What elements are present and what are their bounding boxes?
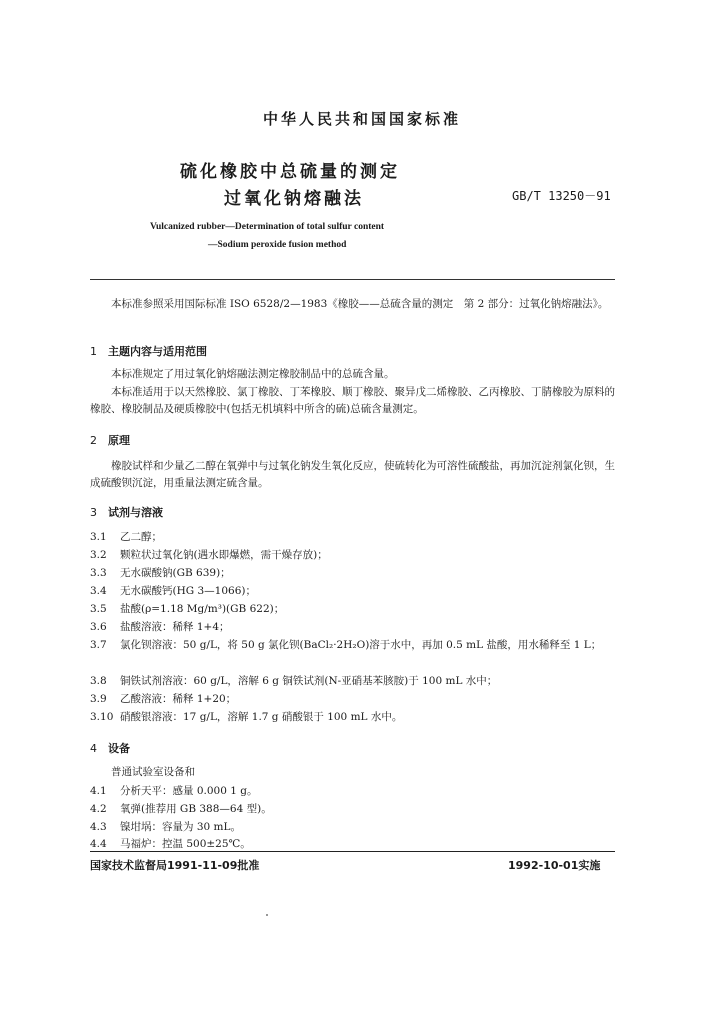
item-number: 3.1 [90,531,107,543]
item-number: 3.4 [90,585,107,597]
section-number: 1 [90,345,97,358]
item-number: 3.6 [90,621,107,633]
english-title-line1: Vulcanized rubber—Determination of total sulfur content [150,222,385,232]
section-title: 原理 [108,434,130,447]
document-title-line2: 过氧化钠熔融法 [224,189,364,209]
section1-paragraph1: 本标准规定了用过氧化钠熔融法测定橡胶制品中的总硫含量。 [111,368,395,380]
section-number: 2 [90,434,97,447]
list-item [90,582,618,600]
standard-number: GB/T 13250－91 [512,189,611,203]
english-title-line2: —Sodium peroxide fusion method [208,240,347,250]
item-text: 铜铁试剂溶液：60 g/L，溶解 6 g 铜铁试剂(N-亚硝基苯胲胺)于 100 mL 水中； [120,675,498,687]
item-text: 颗粒状过氧化钠(遇水即爆燃，需干燥存放)； [120,549,328,561]
list-item [90,800,618,818]
item-text: 无水碳酸钠(GB 639)； [120,567,231,579]
section-heading-3 [90,504,163,520]
section-heading-4 [90,740,130,756]
item-text: 分析天平：感量 0.000 1 g。 [120,785,258,797]
section2-paragraph: 橡胶试样和少量乙二醇在氧弹中与过氧化钠发生氧化反应，使硫转化为可溶性硫酸盐，再加沉淀剂氯化钡，生成硫酸钡沉淀，用重量法测定硫含量。 [90,460,615,489]
list-item [90,708,618,726]
item-number: 3.10 [90,711,114,723]
item-number: 3.5 [90,603,107,615]
item-text: 盐酸(ρ=1.18 Mg/m³)(GB 622)； [120,603,285,615]
list-item [90,690,618,708]
item-number: 3.9 [90,693,107,705]
approval-line: 国家技术监督局1991-11-09批准 [90,859,260,872]
section-heading-2 [90,432,130,448]
item-text: 乙二醇； [120,531,162,543]
intro-paragraph: 本标准参照采用国际标准 ISO 6528/2—1983《橡胶——总硫含量的测定 第 2 部分：过氧化钠熔融法》。 [111,298,609,310]
list-item [90,672,618,690]
item-text: 盐酸溶液：稀释 1+4； [120,621,230,633]
item-number: 3.3 [90,567,107,579]
section-title: 主题内容与适用范围 [108,345,207,358]
section4-intro: 普通试验室设备和 [111,766,195,778]
list-item [90,636,618,654]
list-item [90,564,618,582]
item-number: 4.4 [90,838,107,850]
list-item [90,528,618,546]
item-text: 氯化钡溶液：50 g/L，将 50 g 氯化钡(BaCl₂·2H₂O)溶于水中，再加 0.5 mL 盐酸，用水稀释至 1 L； [120,639,602,651]
section-number: 4 [90,742,97,755]
item-text: 无水碳酸钙(HG 3—1066)； [120,585,256,597]
section-number: 3 [90,506,97,519]
footer-divider [90,851,615,852]
list-item [90,600,618,618]
section1-paragraph2: 本标准适用于以天然橡胶、氯丁橡胶、丁苯橡胶、顺丁橡胶、聚异戊二烯橡胶、乙丙橡胶、丁腈橡胶为原料的橡胶、橡胶制品及硬质橡胶中(包括无机填料中所含的硫)总硫含量测定。 [90,386,615,415]
implementation-date: 1992-10-01实施 [508,859,601,872]
scan-speck [266,914,268,916]
item-number: 4.1 [90,785,107,797]
item-number: 3.7 [90,639,107,651]
list-item [90,618,618,636]
section-title: 设备 [108,742,130,755]
document-title-line1: 硫化橡胶中总硫量的测定 [180,162,400,182]
item-text: 镍坩埚：容量为 30 mL。 [120,821,241,833]
list-item [90,546,618,564]
section-heading-1 [90,343,207,359]
item-text: 氧弹(推荐用 GB 388—64 型)。 [120,803,272,815]
item-number: 4.3 [90,821,107,833]
item-number: 3.2 [90,549,107,561]
item-number: 3.8 [90,675,107,687]
header-divider [90,279,615,280]
item-text: 乙酸溶液：稀释 1+20； [120,693,237,705]
item-text: 马福炉：控温 500±25℃。 [120,838,251,850]
item-number: 4.2 [90,803,107,815]
section-title: 试剂与溶液 [108,506,163,519]
issuing-authority: 中华人民共和国国家标准 [262,110,461,128]
list-item [90,818,618,836]
item-text: 硝酸银溶液：17 g/L，溶解 1.7 g 硝酸银于 100 mL 水中。 [120,711,403,723]
list-item [90,782,618,800]
